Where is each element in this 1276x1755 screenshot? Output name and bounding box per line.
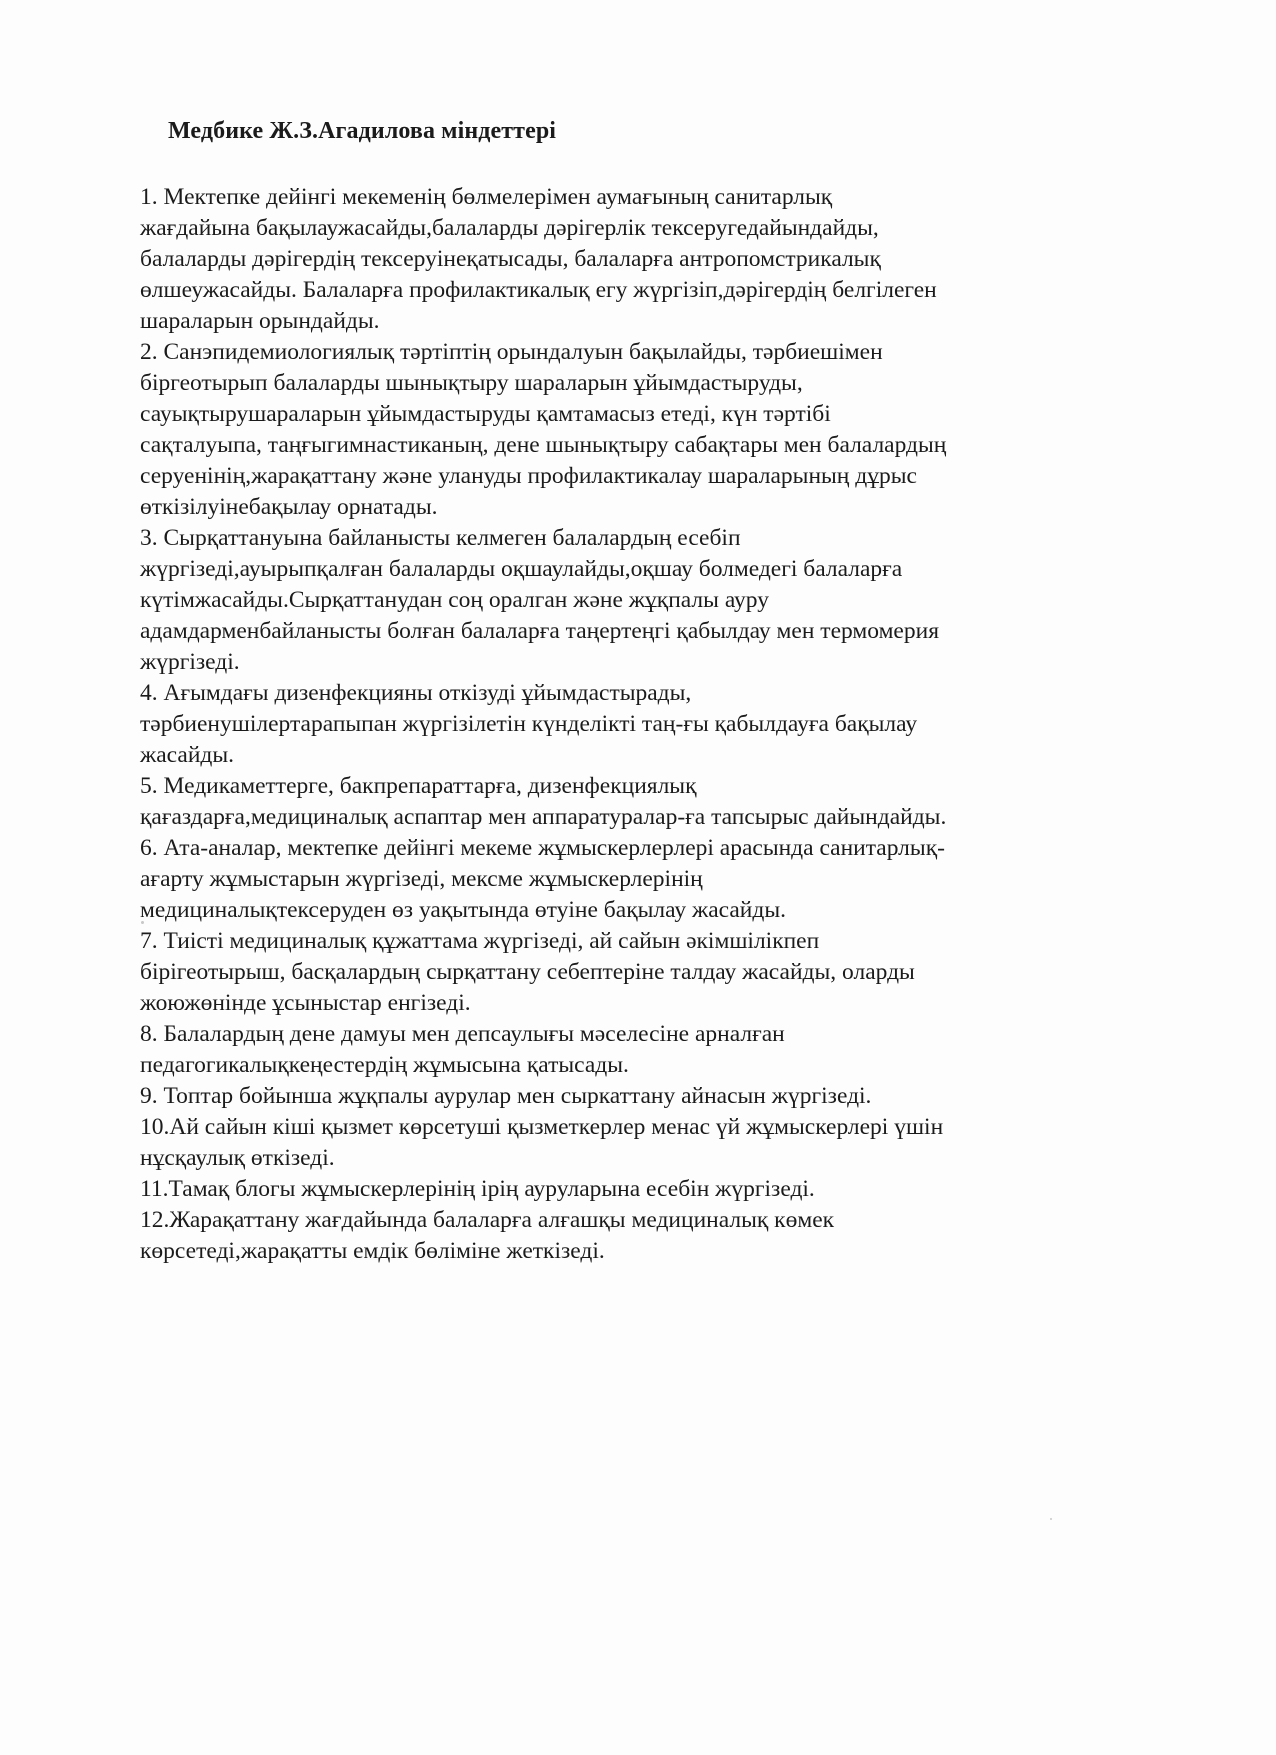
duty-line: қағаздарға,медициналық аспаптар мен аппаратуралар-ға тапсырыс дайындайды. [140, 804, 947, 830]
duty-line: 1. Мектепке дейінгі мекеменің бөлмелерімен аумағының санитарлық [140, 184, 833, 210]
duty-line: 10.Ай сайын кіші қызмет көрсетуші қызметкерлер менас үй жұмыскерлері үшін [140, 1114, 944, 1140]
duty-line: көрсетеді,жарақатты емдік бөліміне жеткізеді. [140, 1238, 605, 1264]
duty-line: 4. Ағымдағы дизенфекцияны откізуді ұйымдастырады, [140, 680, 692, 706]
duty-line: сақталуыпа, таңғыгимнастиканың, дене шынықтыру сабақтары мен балалардың [140, 432, 947, 458]
duty-item [140, 1174, 1150, 1205]
document-body [140, 116, 1150, 1267]
duty-item [140, 182, 1150, 337]
duty-line: тәрбиенушілертарапыпан жүргізілетін күнделікті таң-ғы қабылдауға бақылау [140, 711, 918, 737]
duty-line: біргеотырып балаларды шынықтыру шараларын ұйымдастыруды, [140, 370, 803, 396]
duty-line: 9. Топтар бойынша жұқпалы аурулар мен сыркаттану айнасын жүргізеді. [140, 1083, 872, 1109]
duty-line: медициналықтексеруден өз уақытында өтуіне бақылау жасайды. [140, 897, 786, 923]
duty-line: бірігеотырыш, басқалардың сырқаттану себептеріне талдау жасайды, оларды [140, 959, 915, 985]
duty-line: күтімжасайды.Сырқаттанудан соң оралган және жұқпалы ауру [140, 587, 769, 613]
duty-line: шараларын орындайды. [140, 308, 380, 334]
duty-line: серуенінің,жарақаттану және улануды профилактикалау шараларының дұрыс [140, 463, 917, 489]
duty-line: жүргізеді,ауырыпқалған балаларды оқшаулайды,оқшау болмедегі балаларға [140, 556, 903, 582]
scan-speck [1050, 1518, 1052, 1520]
duty-item [140, 337, 1150, 523]
duty-line: 5. Медикаметтерге, бакпрепараттарға, дизенфекциялық [140, 773, 697, 799]
duty-line: өлшеужасайды. Балаларға профилактикалық егу жүргізіп,дәрігердің белгілеген [140, 277, 937, 303]
duty-item [140, 1019, 1150, 1081]
duty-line: ағарту жұмыстарын жүргізеді, мексме жұмыскерлерінің [140, 866, 703, 892]
duty-line: өткізілуінебақылау орнатады. [140, 494, 438, 520]
duty-line: 3. Сырқаттануына байланысты келмеген балалардың есебіп [140, 525, 741, 551]
duty-line: 6. Ата-аналар, мектепке дейінгі мекеме жұмыскерлерлері арасында санитарлық- [140, 835, 945, 861]
duty-line: жоюжөнінде ұсыныстар енгізеді. [140, 990, 471, 1016]
duty-line: жағдайына бақылаужасайды,балаларды дәрігерлік тексеругедайындайды, [140, 215, 879, 241]
duties-list [140, 182, 1150, 1267]
duty-line: адамдарменбайланысты болған балаларға таңертеңгі қабылдау мен термомерия [140, 618, 939, 644]
duty-line: 11.Тамақ блогы жұмыскерлерінің ірің ауруларына есебін жүргізеді. [140, 1176, 815, 1202]
duty-line: сауықтырушараларын ұйымдастыруды қамтамасыз етеді, күн тәртібі [140, 401, 831, 427]
duty-line: жасайды. [140, 742, 235, 768]
duty-item [140, 771, 1150, 833]
duty-line: педагогикалықкеңестердің жұмысына қатысады. [140, 1052, 629, 1078]
duty-line: нұсқаулық өткізеді. [140, 1145, 335, 1171]
duty-item [140, 926, 1150, 1019]
duty-item [140, 678, 1150, 771]
duty-line: 7. Тиісті медициналық құжаттама жүргізеді, ай сайын әкімшілікпеп [140, 928, 820, 954]
document-title: Медбике Ж.З.Агадилова міндеттері [168, 118, 557, 144]
duty-item [140, 833, 1150, 926]
duty-line: 12.Жарақаттану жағдайында балаларға алғашқы медициналық көмек [140, 1207, 835, 1233]
duty-item [140, 1205, 1150, 1267]
duty-line: жүргізеді. [140, 649, 240, 675]
duty-line: 8. Балалардың дене дамуы мен депсаулығы мәселесіне арналған [140, 1021, 785, 1047]
duty-line: 2. Санэпидемиологиялық тәртіптің орындалуын бақылайды, тәрбиешімен [140, 339, 883, 365]
duty-item [140, 1112, 1150, 1174]
duty-item [140, 523, 1150, 678]
duty-item [140, 1081, 1150, 1112]
duty-line: балаларды дәрігердің тексеруінеқатысады, балаларға антропомстрикалық [140, 246, 881, 272]
